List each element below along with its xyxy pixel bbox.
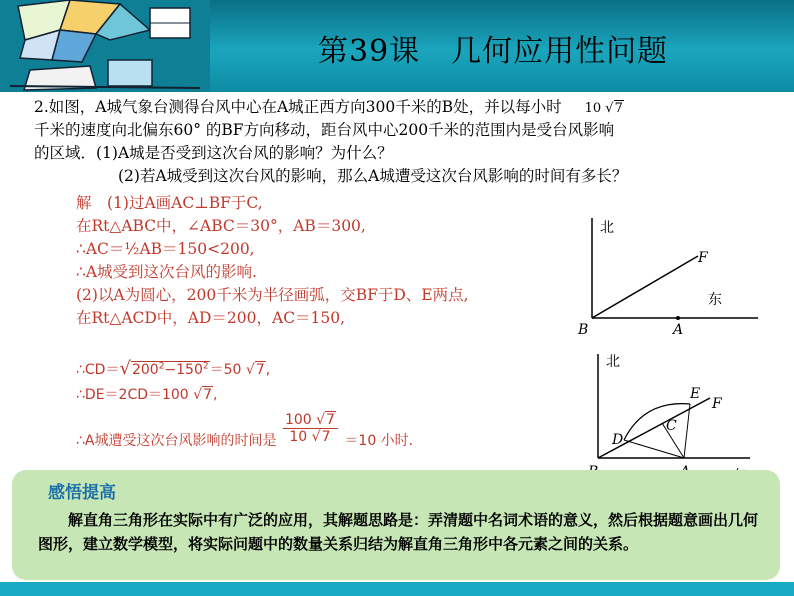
bottom-bar bbox=[0, 582, 794, 596]
solution-line: 在Rt△ABC中，∠ABC＝30°，AB＝300, bbox=[76, 217, 366, 235]
east-label: 东 bbox=[708, 292, 722, 308]
point-b-label: B bbox=[578, 322, 589, 338]
solution-line: 解 (1)过A画AC⊥BF于C, bbox=[76, 194, 263, 212]
decorative-clipart bbox=[0, 0, 210, 92]
question-line-3: 的区域．(1)A城是否受到这次台风的影响？为什么？ bbox=[34, 144, 393, 162]
problem-statement bbox=[34, 96, 774, 188]
point-d-label: D bbox=[612, 432, 624, 448]
header-banner bbox=[0, 0, 794, 92]
question-line-4: (2)若A城受到这次台风的影响，那么A城遭受这次台风影响的时间有多长？ bbox=[118, 167, 628, 185]
sqrt-symbol: √7 bbox=[193, 387, 213, 403]
point-e-label: E bbox=[690, 386, 701, 402]
speed-expression: 10 √7 bbox=[585, 101, 624, 116]
sqrt-symbol: √7 bbox=[605, 101, 623, 116]
point-f-label: F bbox=[712, 396, 722, 412]
time-fraction: $\frac{100 √7}{10 √7}$ bbox=[283, 412, 338, 445]
insight-box bbox=[12, 470, 780, 580]
point-a-label: A bbox=[673, 322, 684, 338]
figure-1-diagram bbox=[570, 210, 770, 340]
solution-line: 在Rt△ACD中，AD＝200，AC＝150, bbox=[76, 309, 346, 327]
point-f-label: F bbox=[698, 250, 708, 266]
cd-calculation: $\therefore CD=√200^2-150^2=50$ √7, bbox=[76, 358, 271, 379]
time-calculation: ∴A城遭受这次台风影响的时间是 $\frac{100 √7}{10 √7}$ ＝10 小时. bbox=[76, 412, 414, 449]
question-line-2: 千米的速度向北偏东60° 的BF方向移动，距台风中心200千米的范围内是受台风影响 bbox=[34, 121, 615, 139]
point-c-label: C bbox=[666, 418, 677, 434]
insight-title: 感悟提高 bbox=[48, 483, 116, 503]
lesson-title: 第39课 几何应用性问题 bbox=[318, 34, 669, 69]
figure-2-diagram bbox=[574, 348, 774, 488]
insight-body: 解直角三角形在实际中有广泛的应用，其解题思路是：弄清题中名词术语的意义，然后根据题意画出几何图形，建立数学模型，将实际问题中的数量关系归结为解直角三角形中各元素之间的关系。 bbox=[38, 511, 759, 553]
solution-line: (2)以A为圆心，200千米为半径画弧，交BF于D、E两点, bbox=[76, 286, 469, 304]
solution-line: ∴AC＝½AB＝150<200, bbox=[76, 240, 255, 258]
solution-line: ∴A城受到这次台风的影响. bbox=[76, 263, 257, 281]
solution-text bbox=[76, 192, 576, 330]
north-label: 北 bbox=[600, 220, 614, 236]
sqrt-symbol: √7 bbox=[245, 362, 265, 378]
sqrt-symbol: $√200^2-150^2$ bbox=[119, 358, 209, 379]
north-label: 北 bbox=[606, 354, 620, 370]
question-line-1: 2.如图，A城气象台测得台风中心在A城正西方向300千米的B处，并以每小时 10 √7 bbox=[34, 96, 774, 119]
de-calculation: ∴DE＝2CD＝100 √7, bbox=[76, 387, 218, 403]
